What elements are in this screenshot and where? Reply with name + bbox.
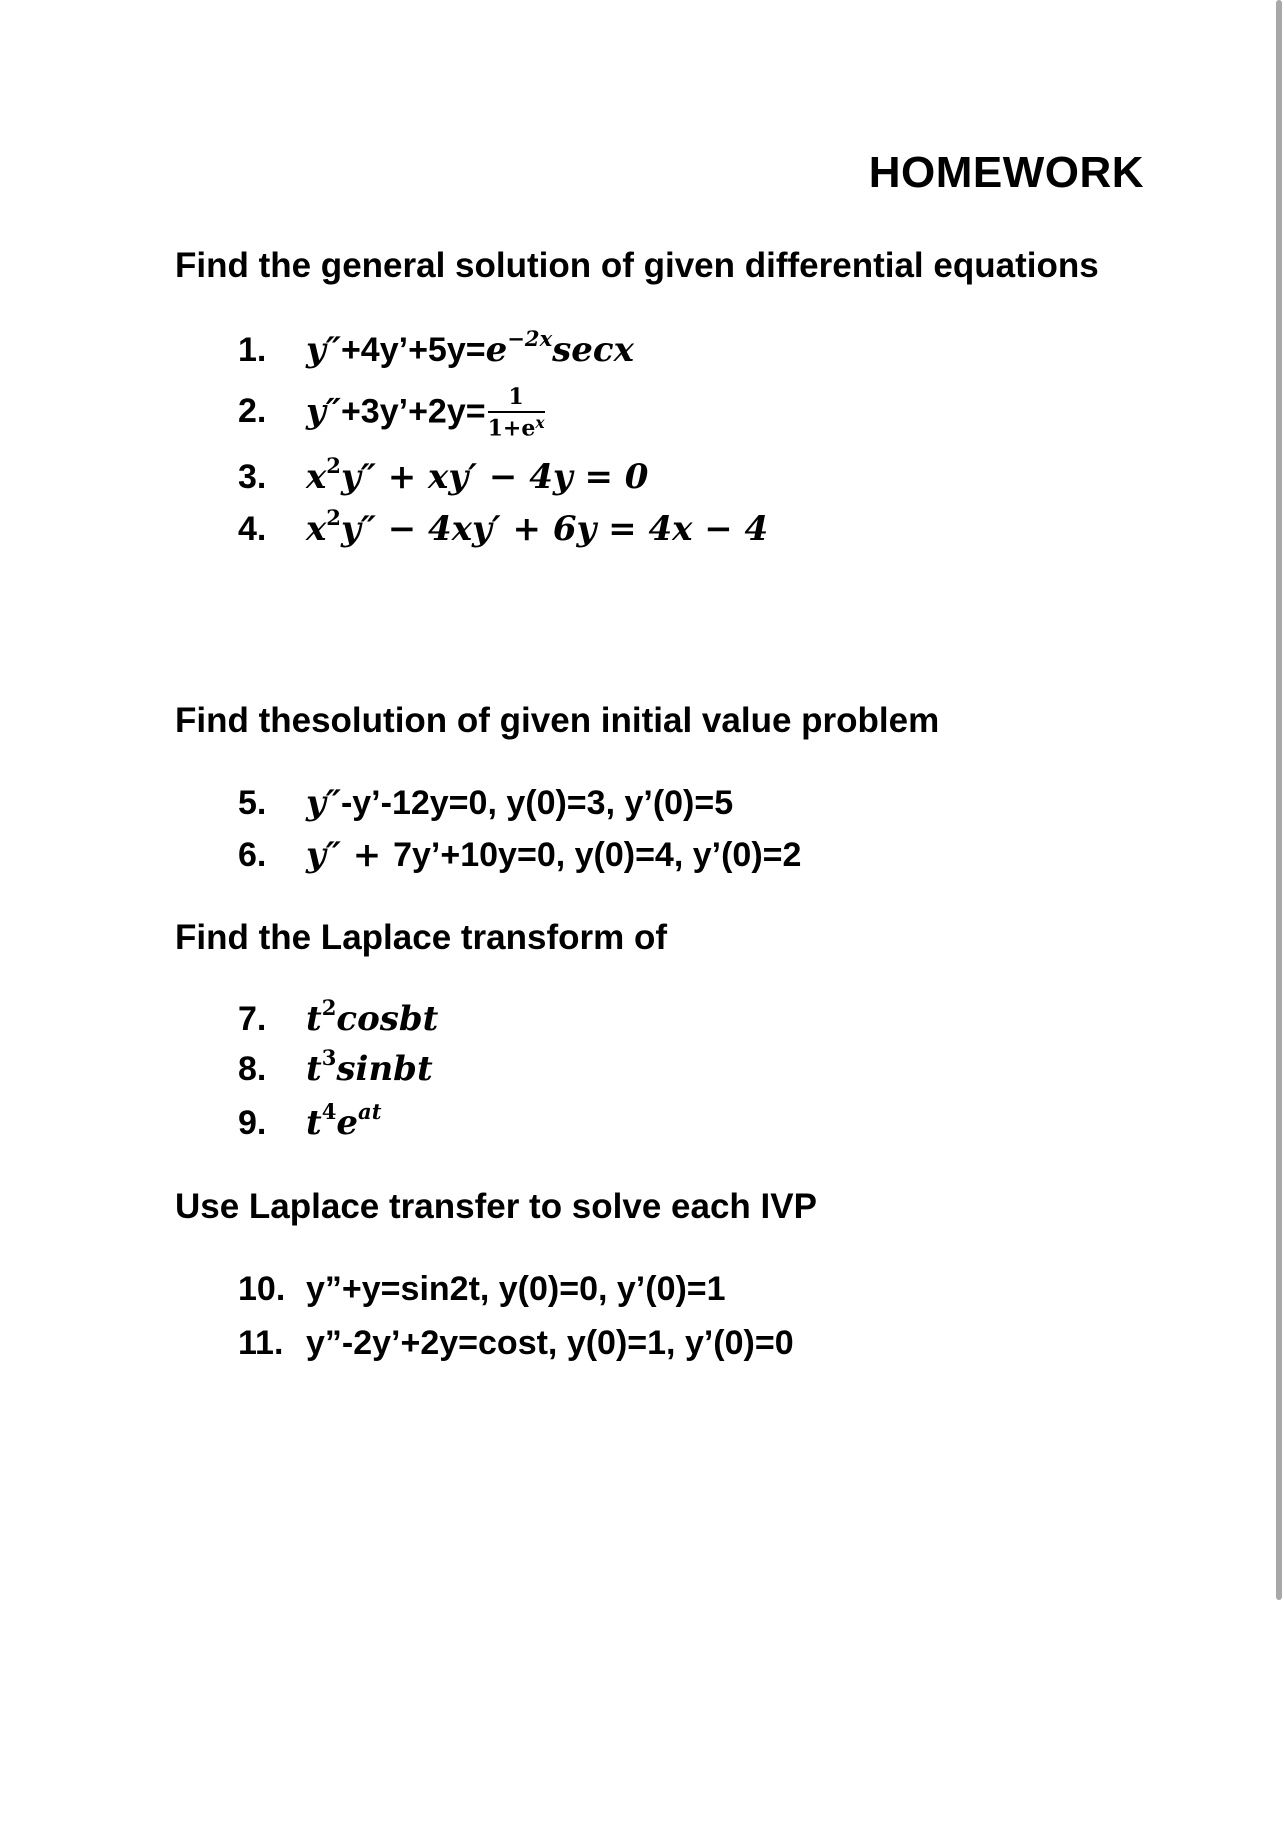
scrollbar[interactable] — [1276, 0, 1282, 1600]
problem-4: 4. $x^2y'' - 4xy' + 6y = 4x - 4$ — [238, 504, 769, 549]
problem-3: 3. $x^2y'' + xy' - 4y = 0$ — [238, 452, 649, 497]
problem-number: 3. — [238, 458, 267, 496]
section-heading-laplace-transform: Find the Laplace transform of — [175, 918, 667, 957]
problem-2: 2. y″+3y’+2y= $\frac{1}{1+e^x}$ — [238, 384, 545, 442]
problem-number: 6. — [238, 836, 267, 874]
problem-10: 10. y”+y=sin2t, y(0)=0, y’(0)=1 — [238, 1270, 726, 1308]
problem-number: 5. — [238, 784, 267, 822]
problem-number: 4. — [238, 510, 267, 548]
problem-number: 11. — [238, 1324, 284, 1362]
problem-6: 6. y″ + 7y’+10y=0, y(0)=4, y’(0)=2 — [238, 835, 802, 875]
section-heading-initial-value: Find thesolution of given initial value problem — [175, 701, 940, 740]
section-heading-laplace-ivp: Use Laplace transfer to solve each IVP — [175, 1187, 817, 1226]
section-heading-general-solution: Find the general solution of given differential equations — [175, 246, 1099, 285]
problem-9: 9. $t^4e^{at}$ — [238, 1098, 382, 1143]
problem-11: 11. y”-2y’+2y=cost, y(0)=1, y’(0)=0 — [238, 1324, 794, 1362]
page-title: HOMEWORK — [868, 148, 1144, 197]
problem-1: 1. $y''+4y’+5y=e^{-2x}\sec x$ — [238, 325, 634, 370]
problem-5: 5. y″-y’-12y=0, y(0)=3, y’(0)=5 — [238, 783, 734, 823]
fraction: $\frac{1}{1+e^x}$ — [487, 384, 545, 442]
problem-number: 1. — [238, 331, 267, 369]
problem-number: 9. — [238, 1104, 267, 1142]
problem-7: 7. $t^2cosbt$ — [238, 994, 439, 1039]
problem-number: 7. — [238, 1000, 267, 1038]
problem-number: 10. — [238, 1270, 286, 1308]
problem-number: 8. — [238, 1050, 267, 1088]
problem-8: 8. $t^3sinbt$ — [238, 1044, 433, 1089]
problem-number: 2. — [238, 392, 267, 431]
